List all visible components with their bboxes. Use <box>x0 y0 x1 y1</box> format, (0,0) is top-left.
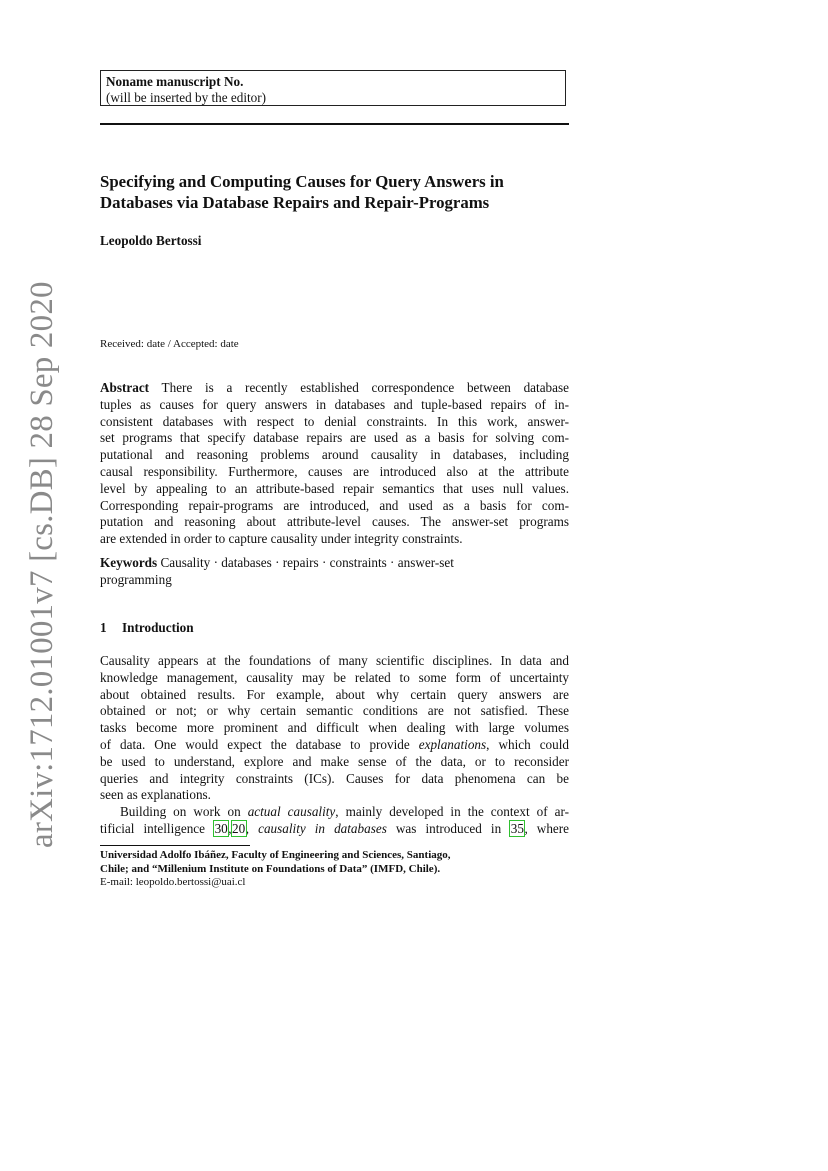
affiliation-line-2: Chile; and “Millenium Institute on Foundations of Data” (IMFD, Chile). <box>100 862 441 875</box>
abstract-line: level by appealing to an attribute-based repair semantics that uses null values. <box>100 480 569 496</box>
abstract-line: causal responsibility. Furthermore, causes are introduced also at the attribute <box>100 463 569 479</box>
intro-text: , mainly developed in the context of ar- <box>335 804 570 820</box>
keywords <box>100 555 569 589</box>
section-title: Introduction <box>122 620 194 635</box>
citation-link[interactable]: 35 <box>510 820 524 836</box>
keywords-list-cont: programming <box>100 571 172 587</box>
abstract-line: are extended in order to capture causality under integrity constraints. <box>100 531 463 547</box>
title-line-1: Specifying and Computing Causes for Query Answers in <box>100 172 504 191</box>
intro-line <box>100 804 569 821</box>
intro-line: about obtained results. For example, about why certain query answers are <box>100 686 569 702</box>
editor-box <box>100 70 566 106</box>
intro-text: , where <box>524 820 570 836</box>
section-number: 1 <box>100 620 107 635</box>
manuscript-number: Noname manuscript No. <box>106 74 244 89</box>
emphasis-causality-in-databases: causality in databases <box>258 820 387 836</box>
intro-line: knowledge management, causality may be related to some form of uncertainty <box>100 669 569 685</box>
received-date: Received: date / Accepted: date <box>100 338 239 350</box>
emphasis-explanations: explanations <box>418 736 487 752</box>
intro-text: Building on work on <box>120 804 248 820</box>
intro-line: tasks become more prominent and difficult when dealing with large volumes <box>100 720 569 736</box>
intro-text: tificial intelligence <box>100 820 215 836</box>
intro-line: queries and integrity constraints (ICs). Causes for data phenomena can be <box>100 770 569 786</box>
citation-link[interactable]: 30 <box>214 820 228 836</box>
section-heading <box>100 620 194 636</box>
intro-line <box>100 737 569 754</box>
affiliation-footnote <box>100 849 569 890</box>
author-name: Leopoldo Bertossi <box>100 233 202 248</box>
intro-line: seen as explanations. <box>100 787 211 803</box>
arxiv-stamp: arXiv:1712.01001v7 [cs.DB] 28 Sep 2020 <box>24 281 60 848</box>
intro-line: Causality appears at the foundations of many scientific disciplines. In data and <box>100 653 569 668</box>
title-line-2: Databases via Database Repairs and Repair-Programs <box>100 193 490 212</box>
intro-body <box>100 653 569 838</box>
intro-line: tificial intelligence 30,20, causality in databases was introduced in 35, where <box>100 820 570 836</box>
abstract-line: There is a recently established correspondence between database <box>161 380 569 395</box>
editor-note: (will be inserted by the editor) <box>106 90 267 105</box>
author-email: E-mail: leopoldo.bertossi@uai.cl <box>100 876 246 889</box>
abstract-line: putation and reasoning about attribute-level causes. The answer-set programs <box>100 514 569 530</box>
paper-title <box>100 171 580 213</box>
citation-link[interactable]: 20 <box>232 820 246 836</box>
abstract-line: Corresponding repair-programs are introduced, and used as a basis for com- <box>100 497 569 513</box>
header-rule <box>100 123 569 125</box>
footnote-rule <box>100 845 250 846</box>
intro-text: of data. One would expect the database to provide <box>100 736 419 752</box>
abstract-line: putational and reasoning problems around causality in databases, including <box>100 447 569 463</box>
abstract-line: consistent databases with respect to denial constraints. In this work, answer- <box>100 413 569 429</box>
keywords-list: Causality · databases · repairs · constraints · answer-set <box>160 555 454 570</box>
intro-line: be used to understand, explore and make sense of the data, or to reconsider <box>100 753 569 769</box>
intro-text: , <box>245 820 259 836</box>
emphasis-actual-causality: actual causality <box>247 804 336 820</box>
keywords-label: Keywords <box>100 555 158 570</box>
abstract <box>100 380 569 548</box>
affiliation-line-1: Universidad Adolfo Ibáñez, Faculty of Engineering and Sciences, Santiago, <box>100 849 451 861</box>
abstract-line: tuples as causes for query answers in databases and tuple-based repairs of in- <box>100 396 569 412</box>
abstract-label: Abstract <box>100 380 150 395</box>
intro-text: , which could <box>486 736 569 752</box>
intro-text: was introduced in <box>386 820 511 836</box>
abstract-line: set programs that specify database repairs are used as a basis for solving com- <box>100 430 569 446</box>
intro-line: obtained or not; or why certain semantic conditions are not satisfied. These <box>100 703 569 719</box>
